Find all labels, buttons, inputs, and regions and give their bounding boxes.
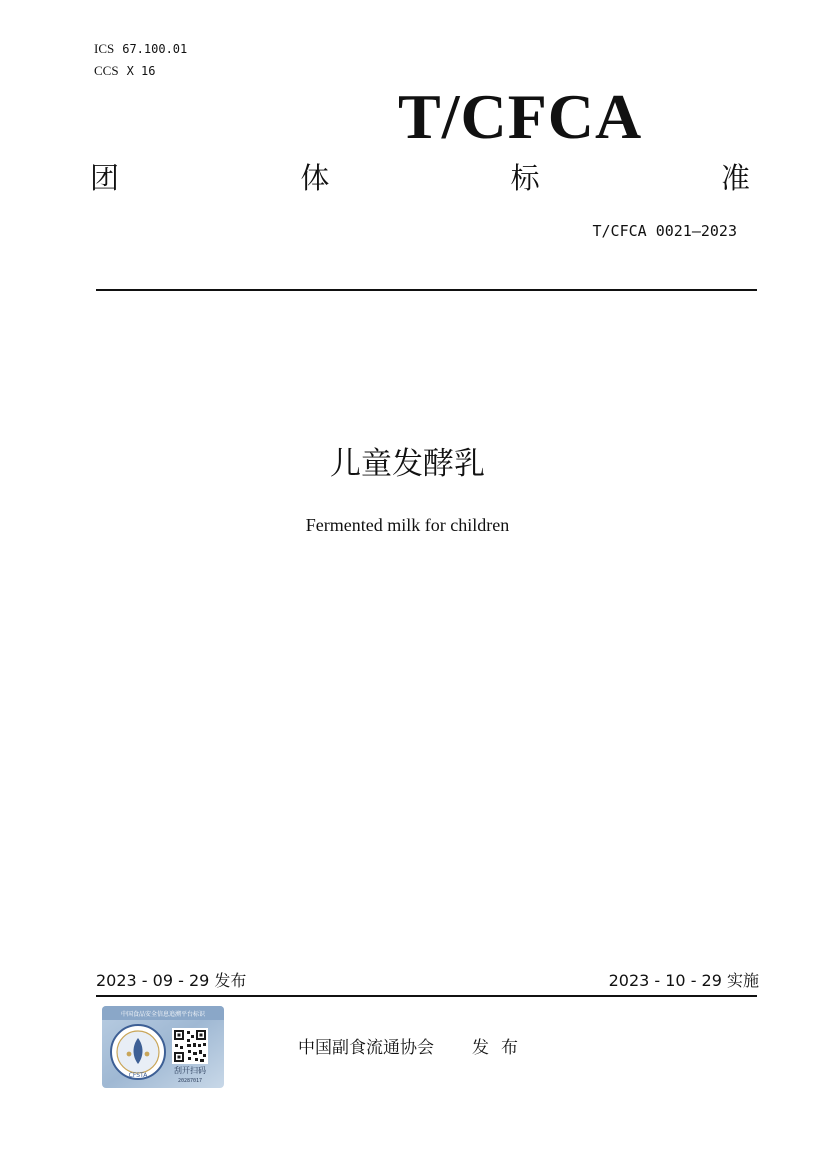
seal-dot-icon bbox=[145, 1052, 150, 1057]
classification-codes bbox=[94, 38, 187, 82]
seal-dot-icon bbox=[127, 1052, 132, 1057]
standard-type-char: 标 bbox=[510, 161, 540, 195]
seal-serial: 20287017 bbox=[177, 1078, 203, 1084]
ics-code bbox=[94, 38, 187, 60]
ics-value: 67.100.01 bbox=[122, 42, 188, 56]
top-divider bbox=[96, 289, 757, 291]
ccs-label: CCS bbox=[94, 63, 119, 78]
seal-top-text: 中国食品安全信息追溯平台标识 bbox=[120, 1011, 206, 1018]
document-title-chinese: 儿童发酵乳 bbox=[330, 446, 485, 482]
seal-ring-text: CFSTA bbox=[128, 1072, 148, 1079]
implementation-date: 2023 - 10 - 29 实施 bbox=[608, 971, 759, 990]
publish-date: 2023 - 09 - 29 发布 bbox=[96, 971, 247, 990]
standard-type bbox=[90, 158, 750, 198]
organization-logo: T/CFCA bbox=[398, 81, 643, 152]
publisher-action: 发布 bbox=[472, 1038, 530, 1058]
standard-type-char: 准 bbox=[720, 161, 750, 195]
publisher-name: 中国副食流通协会 bbox=[298, 1038, 434, 1058]
standard-type-char: 团 bbox=[90, 161, 120, 195]
ics-label: ICS bbox=[94, 41, 115, 56]
qr-code-icon bbox=[172, 1028, 208, 1064]
standard-number: T/CFCA 0021—2023 bbox=[592, 222, 737, 240]
ccs-value: X 16 bbox=[126, 64, 156, 78]
bottom-divider bbox=[96, 995, 757, 997]
document-title-english: Fermented milk for children bbox=[305, 515, 510, 535]
standard-type-char: 体 bbox=[300, 161, 330, 195]
publisher-line bbox=[298, 1035, 530, 1061]
seal-scratch-label: 刮开扫码 bbox=[174, 1066, 206, 1075]
traceability-seal-graphic bbox=[102, 1006, 224, 1088]
ccs-code bbox=[94, 60, 187, 82]
traceability-seal bbox=[102, 1006, 224, 1088]
